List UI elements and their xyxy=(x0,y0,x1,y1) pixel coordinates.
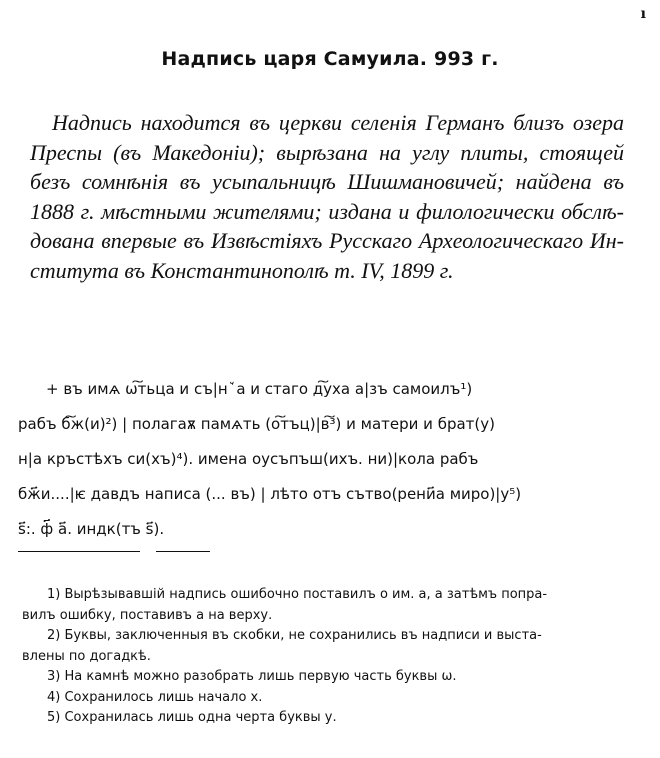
footnote-line: 2) Буквы, заключенныя въ скобки, не сохранились въ надписи и выста- xyxy=(47,628,542,643)
intro-line: дована впервые въ Извѣстіяхъ Русскаго Археологическаго Ин- xyxy=(30,228,624,253)
inscription-line: н|а кръстѣхъ си(хъ)⁴). имена оусъпъш(ихъ. ни)|кола рабъ xyxy=(18,450,479,468)
footnote-line: 4) Сохранилось лишь начало х. xyxy=(47,689,263,705)
inscription-line: ѕ҃:. ф҃ а҃. индк(тъ ѕ҃). xyxy=(18,520,165,538)
inscription-line: + въ имѧ ѡ͠тьца и съ|нꙿа и стаго д͠уха а|зъ самоилъ¹) xyxy=(46,380,473,398)
intro-line: Преспы (въ Македоніи); вырѣзана на углу плиты, стоящей xyxy=(30,139,624,165)
inscription-line: рабъ б͠ж(и)²) | полагаѫ памѧть (о͠тъц)|в͠³) и матери и брат(у) xyxy=(18,415,495,433)
intro-paragraph xyxy=(30,108,624,285)
footnote-line: 1) Вырѣзывавшій надпись ошибочно поставилъ о им. а, а затѣмъ попра- xyxy=(47,587,548,602)
footnote-line: вилъ ошибку, поставивъ а на верху. xyxy=(22,607,273,623)
intro-line: Надпись находится въ церкви селенія Германъ близъ озера xyxy=(52,110,624,135)
footnote-line: влены по догадкѣ. xyxy=(22,648,151,664)
footnotes xyxy=(22,585,618,729)
page-title: Надпись царя Самуила. 993 г. xyxy=(161,48,499,70)
footnote-separator xyxy=(156,551,210,552)
footnote-separator xyxy=(18,551,140,552)
intro-line: безъ сомнѣнія въ усыпальницѣ Шишмановичей; найдена въ xyxy=(30,169,624,194)
inscription-text xyxy=(18,372,612,547)
intro-line: 1888 г. мѣстными жителями; издана и филологически обслѣ- xyxy=(30,198,624,224)
inscription-line: бж҃и....|ѥ давдъ написа (... въ) | лѣто отъ сътво(рени҃а миро)|у⁵) xyxy=(18,485,522,503)
intro-line: ститута въ Константинополѣ т. IV, 1899 г. xyxy=(30,257,454,283)
corner-mark: ı xyxy=(640,6,646,22)
footnote-line: 5) Сохранилась лишь одна черта буквы у. xyxy=(47,710,337,725)
footnote-line: 3) На камнѣ можно разобрать лишь первую часть буквы ѡ. xyxy=(47,669,457,684)
